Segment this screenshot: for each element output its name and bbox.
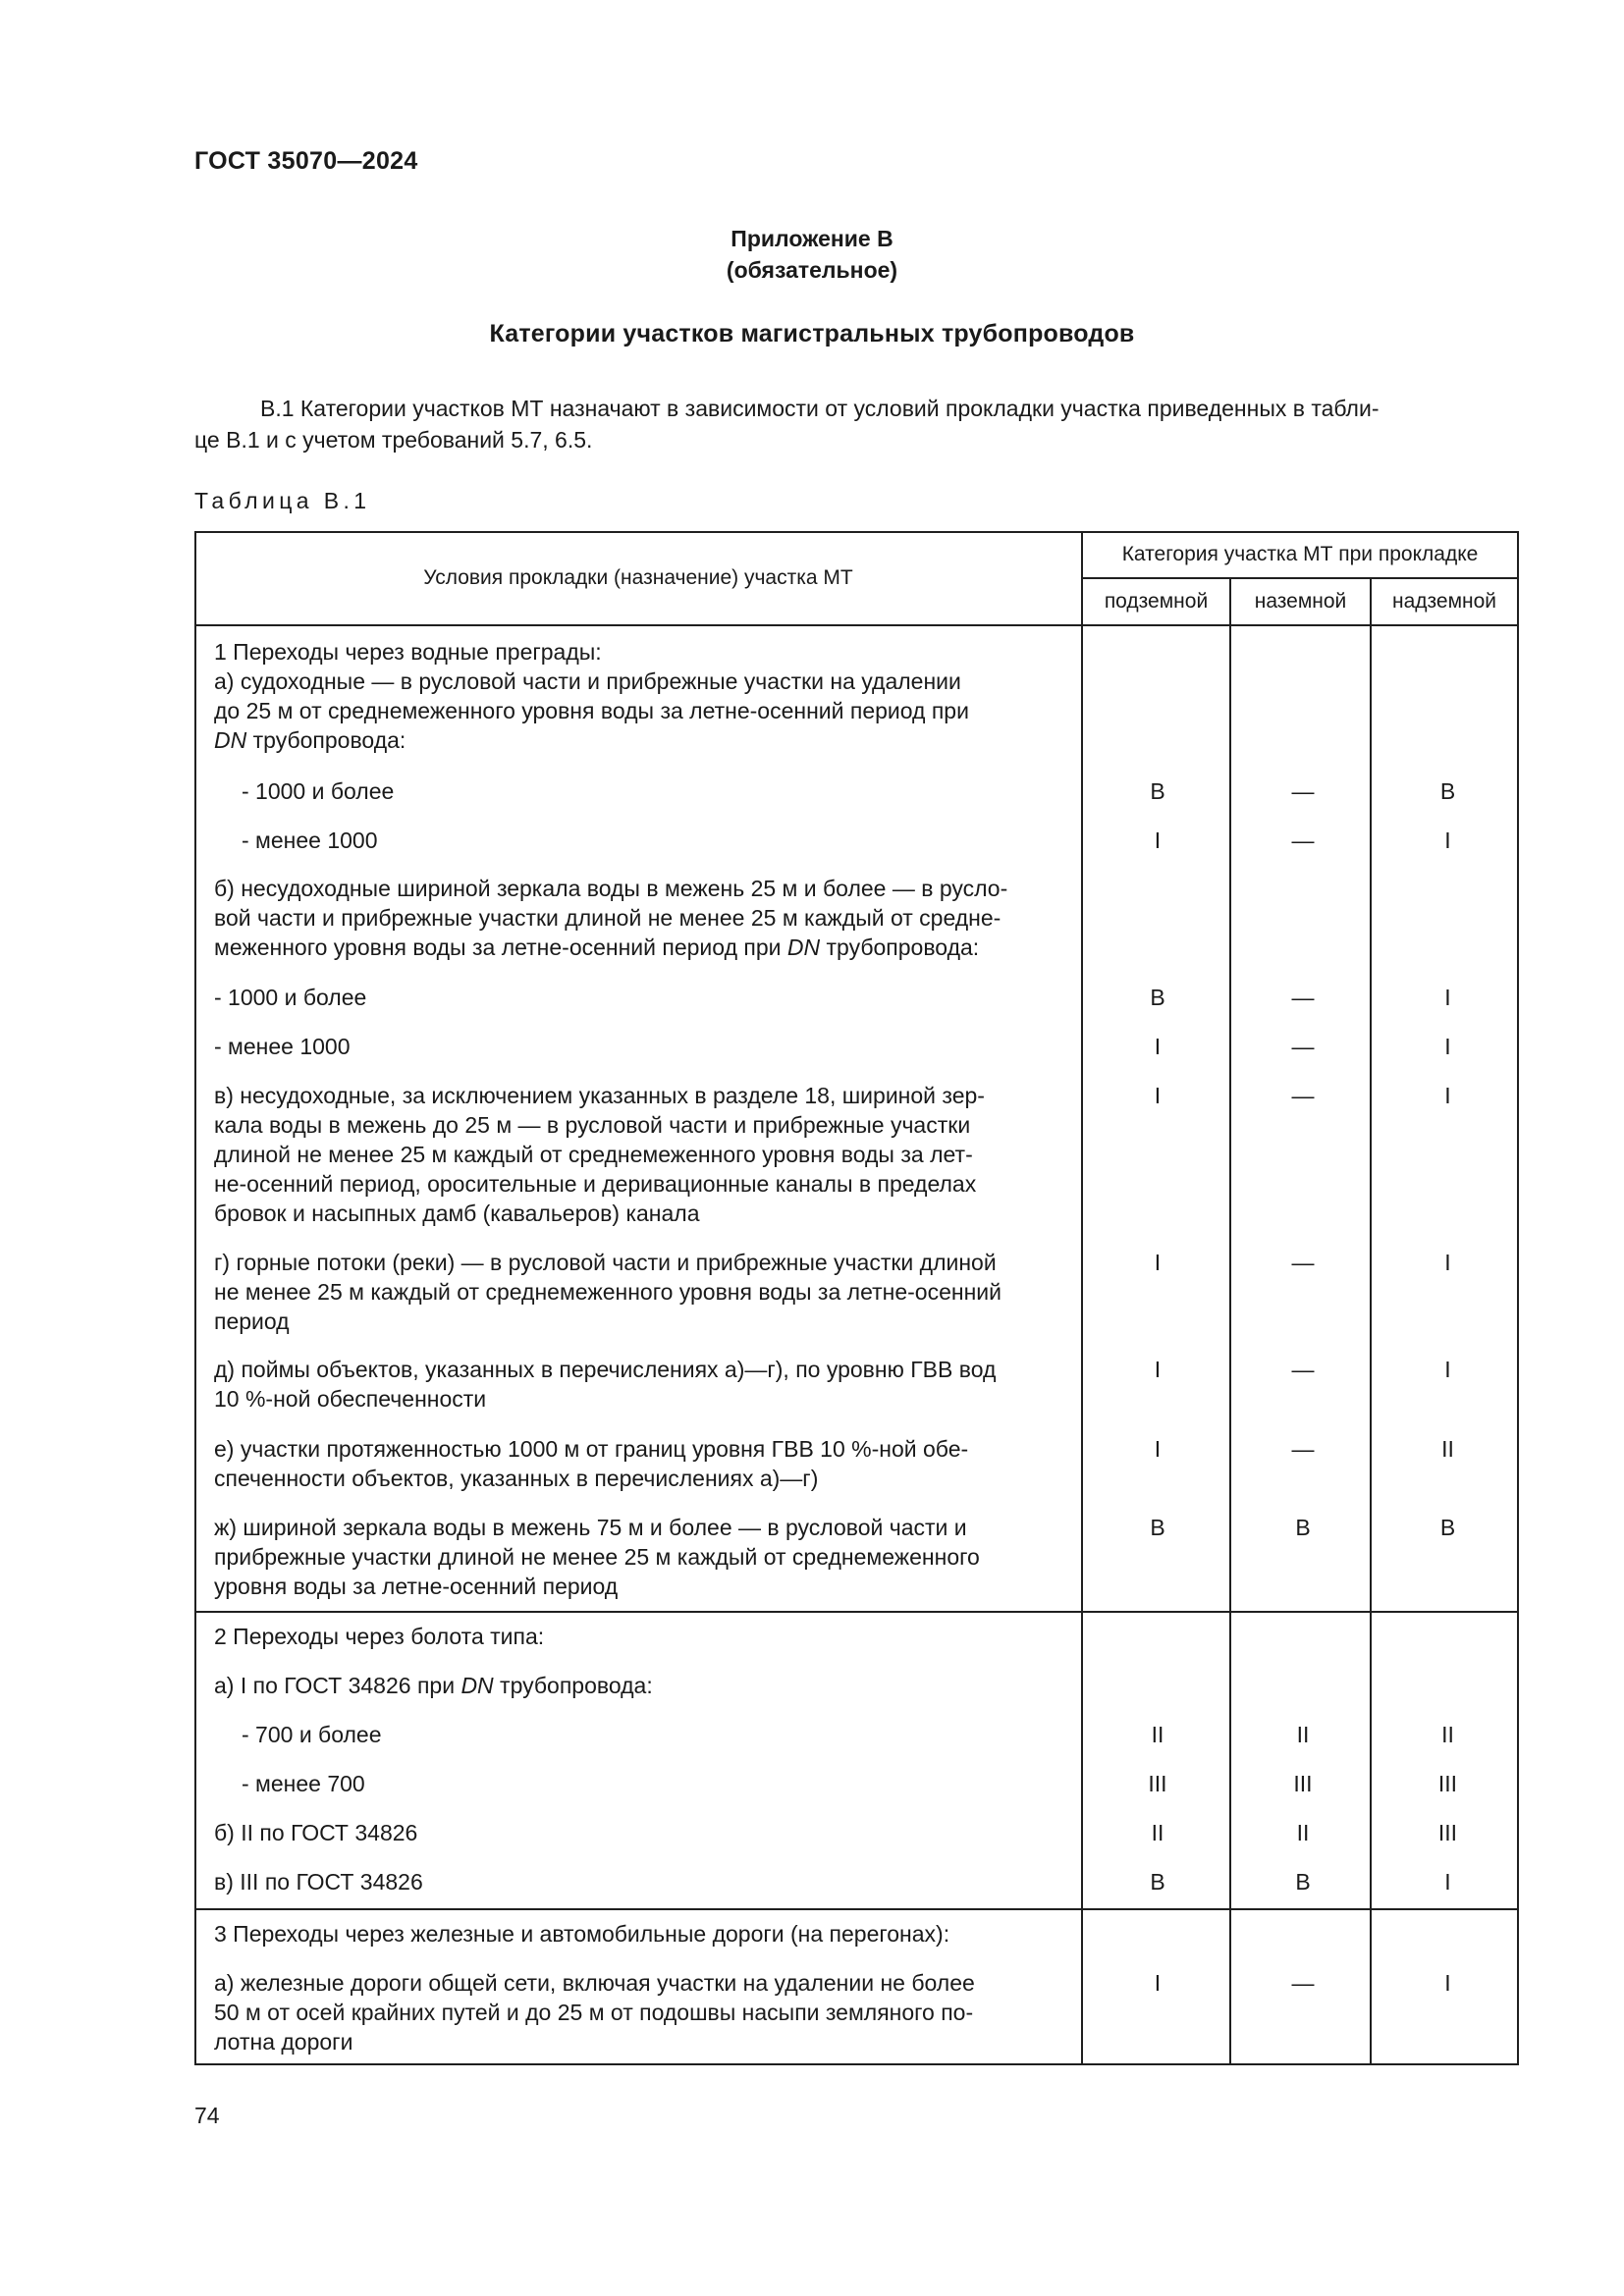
- section-separator-2: [194, 1611, 1519, 1613]
- row-description: б) II по ГОСТ 34826: [214, 1820, 418, 1845]
- intro-line-2: це В.1 и с учетом требований 5.7, 6.5.: [194, 427, 593, 453]
- row-description: е) участки протяженностью 1000 м от границ уровня ГВВ 10 %-ной обе- спеченности объектов, указанных в перечислениях а)—г): [214, 1436, 969, 1491]
- header-underground: подземной: [1104, 590, 1209, 613]
- value-underground: В: [1150, 1515, 1165, 1540]
- value-aboveground: II: [1441, 1436, 1454, 1462]
- value-aboveground: III: [1437, 1771, 1458, 1796]
- row-description: 2 Переходы через болота типа:: [214, 1624, 545, 1649]
- row-description: в) III по ГОСТ 34826: [214, 1869, 423, 1895]
- section-separator-3: [194, 1908, 1519, 1910]
- value-ground: —: [1291, 1034, 1315, 1059]
- value-ground: В: [1295, 1515, 1311, 1540]
- row-description: б) несудоходные шириной зеркала воды в межень 25 м и более — в русло- вой части и прибрежные участки длиной не менее 25 м каждый от средне- меженного уровня воды за летне-осенний период при DN трубопровода:: [214, 876, 1008, 960]
- annex-title: Приложение В: [731, 226, 893, 251]
- value-aboveground: I: [1444, 1250, 1451, 1275]
- value-underground: В: [1150, 778, 1165, 804]
- value-underground: II: [1151, 1820, 1164, 1845]
- row-description: в) несудоходные, за исключением указанных в разделе 18, шириной зер- кала воды в межень до 25 м — в русловой части и прибрежные участки длиной не менее 25 м каждый от среднемеженного уровня воды за лет- не-осенний период, оросительные и деривационные каналы в пределах бровок и насыпных дамб (кавальеров) канала: [214, 1083, 985, 1226]
- value-aboveground: III: [1437, 1820, 1458, 1845]
- value-underground: I: [1154, 1250, 1162, 1275]
- value-aboveground: I: [1444, 1970, 1451, 1996]
- intro-paragraph: [194, 393, 1514, 455]
- value-underground: В: [1150, 1869, 1165, 1895]
- value-underground: I: [1154, 1970, 1162, 1996]
- column-divider-1: [1081, 531, 1083, 2065]
- value-underground: I: [1154, 1436, 1162, 1462]
- header-bottom-rule: [194, 624, 1519, 626]
- value-ground: III: [1293, 1771, 1313, 1796]
- value-ground: В: [1295, 1869, 1311, 1895]
- header-aboveground: надземной: [1391, 590, 1497, 613]
- value-aboveground: I: [1444, 1869, 1451, 1895]
- value-aboveground: I: [1444, 1083, 1451, 1108]
- value-aboveground: II: [1441, 1722, 1454, 1747]
- row-description: а) железные дороги общей сети, включая участки на удалении не более 50 м от осей крайних путей и до 25 м от подошвы насыпи земляного по- лотна дороги: [214, 1970, 975, 2055]
- header-category-group: Категория участка МТ при прокладке: [1121, 543, 1479, 565]
- header-ground: наземной: [1254, 590, 1347, 613]
- annex-note: (обязательное): [726, 257, 898, 283]
- table-bottom-border: [194, 2063, 1519, 2065]
- row-description: - 1000 и более: [214, 985, 367, 1010]
- row-description: ж) шириной зеркала воды в межень 75 м и более — в русловой части и прибрежные участки длиной не менее 25 м каждый от среднемеженного уровня воды за летне-осенний период: [214, 1515, 980, 1599]
- table-left-border: [194, 531, 196, 2065]
- document-code-header: ГОСТ 35070—2024: [194, 147, 418, 175]
- value-underground: I: [1154, 828, 1162, 853]
- value-ground: II: [1296, 1820, 1310, 1845]
- value-ground: —: [1291, 1436, 1315, 1462]
- value-underground: II: [1151, 1722, 1164, 1747]
- value-underground: I: [1154, 1357, 1162, 1382]
- page-number: 74: [194, 2103, 220, 2128]
- header-conditions: Условия прокладки (назначение) участка МТ: [423, 566, 853, 589]
- row-description: - 1000 и более: [242, 778, 395, 804]
- value-aboveground: I: [1444, 1034, 1451, 1059]
- value-ground: —: [1291, 1970, 1315, 1996]
- value-ground: —: [1291, 1357, 1315, 1382]
- value-ground: —: [1291, 1250, 1315, 1275]
- row-description: 1 Переходы через водные преграды: а) судоходные — в русловой части и прибрежные участки на удалении до 25 м от среднемеженного уровня воды за летне-осенний период при DN трубопровода:: [214, 637, 1068, 755]
- intro-line-1: В.1 Категории участков МТ назначают в зависимости от условий прокладки участка приведенных в табли-: [260, 396, 1380, 421]
- value-aboveground: В: [1439, 778, 1456, 804]
- dn-line: DN трубопровода:: [214, 727, 406, 753]
- table-label: Таблица В.1: [194, 488, 371, 513]
- value-aboveground: В: [1439, 1515, 1456, 1540]
- row-description: - менее 1000: [214, 1034, 351, 1059]
- row-description: д) поймы объектов, указанных в перечислениях а)—г), по уровню ГВВ вод 10 %-ной обеспеченности: [214, 1357, 997, 1412]
- header-sub-rule: [1081, 577, 1519, 579]
- value-ground: —: [1291, 985, 1315, 1010]
- value-underground: III: [1148, 1771, 1167, 1796]
- row-description: г) горные потоки (реки) — в русловой части и прибрежные участки длиной не менее 25 м каждый от среднемеженного уровня воды за летне-осенний период: [214, 1250, 1001, 1334]
- row-description: 3 Переходы через железные и автомобильные дороги (на перегонах):: [214, 1921, 950, 1947]
- value-ground: —: [1291, 778, 1315, 804]
- value-aboveground: I: [1444, 1357, 1451, 1382]
- value-ground: —: [1291, 1083, 1315, 1108]
- value-ground: II: [1296, 1722, 1310, 1747]
- value-aboveground: I: [1444, 828, 1451, 853]
- value-aboveground: I: [1444, 985, 1451, 1010]
- row-description: а) I по ГОСТ 34826 при DN трубопровода:: [214, 1673, 653, 1698]
- row-description: - менее 700: [242, 1771, 365, 1796]
- value-ground: —: [1291, 828, 1315, 853]
- table-top-border: [194, 531, 1519, 533]
- value-underground: I: [1154, 1083, 1162, 1108]
- section-title: Категории участков магистральных трубопроводов: [489, 320, 1135, 347]
- row-description: - 700 и более: [242, 1722, 382, 1747]
- value-underground: I: [1154, 1034, 1162, 1059]
- value-underground: В: [1150, 985, 1165, 1010]
- row-description: - менее 1000: [242, 828, 378, 853]
